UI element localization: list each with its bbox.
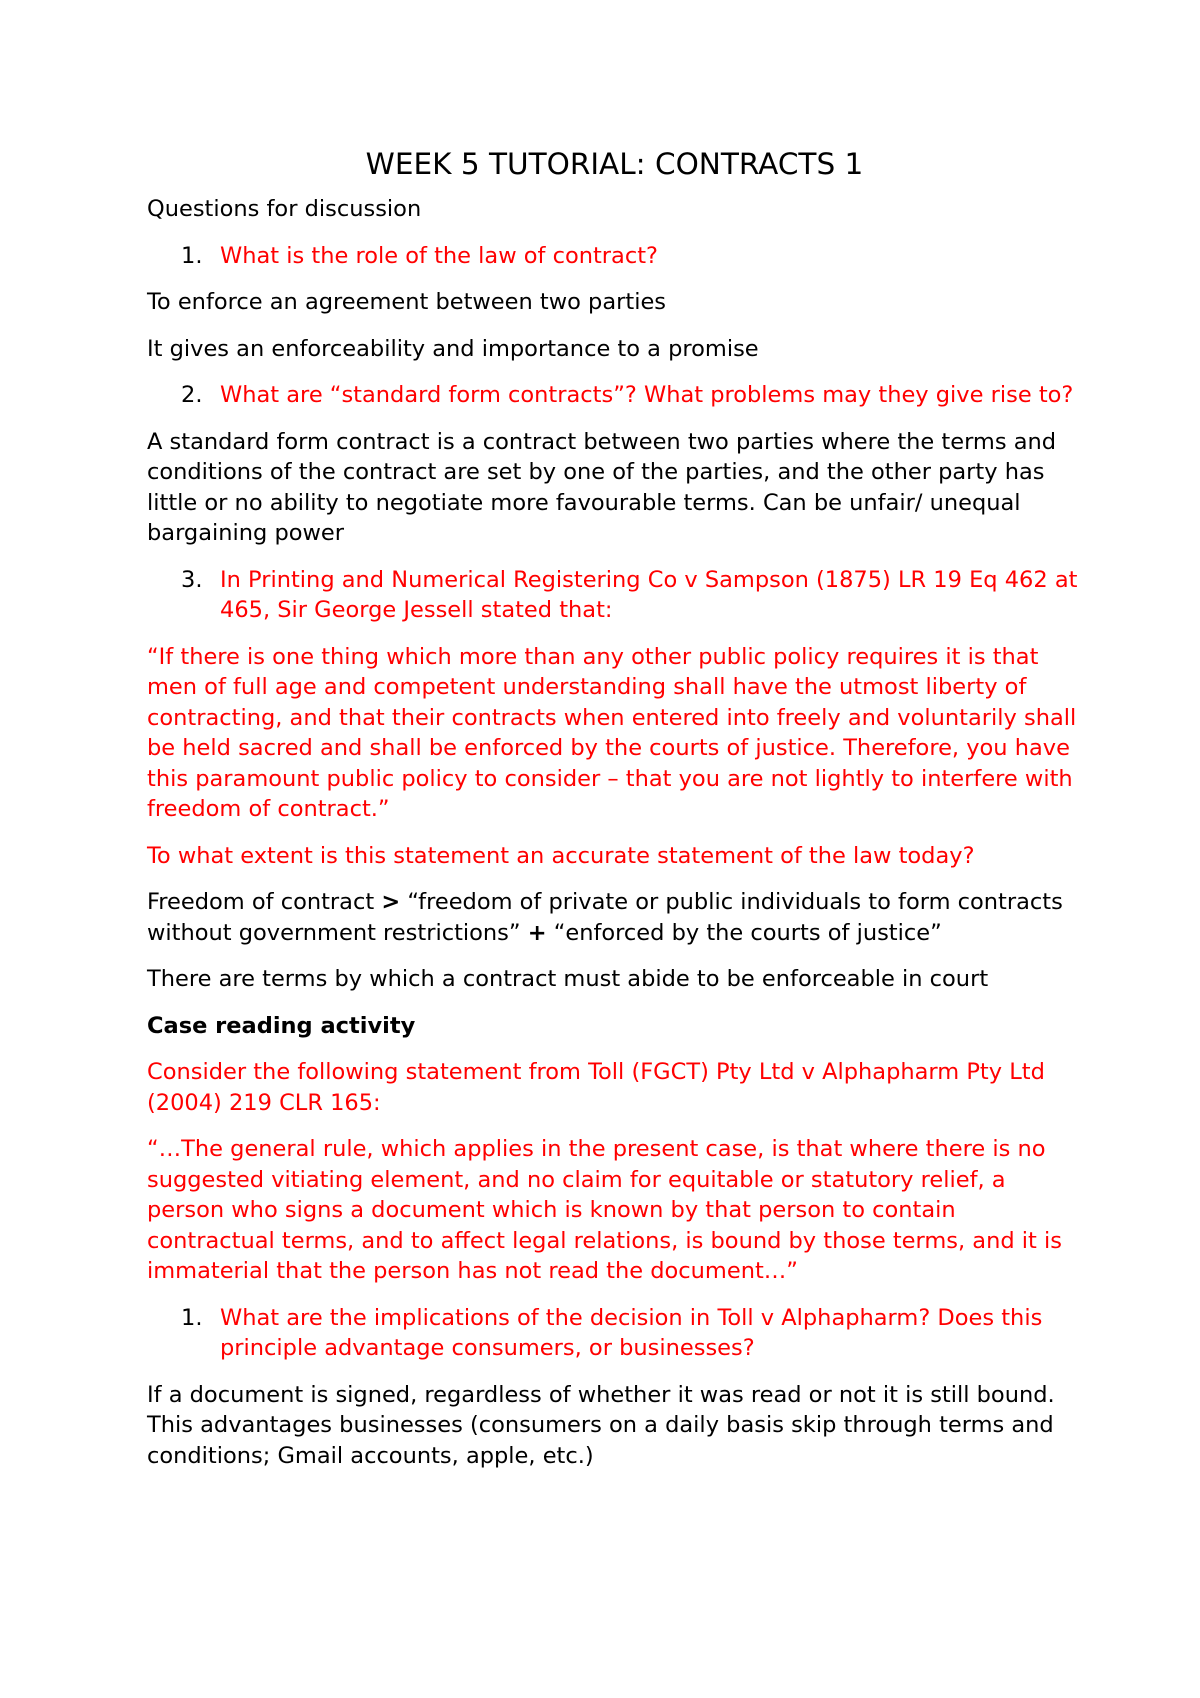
answer-1-line-2: It gives an enforceability and importance to a promise: [147, 335, 759, 362]
question-2: [147, 380, 1082, 411]
question-number: 1.: [181, 242, 203, 269]
document-page: [147, 146, 1082, 1487]
question-3-followup: To what extent is this statement an accurate statement of the law today?: [147, 842, 975, 869]
answer-1-line-1: To enforce an agreement between two parties: [147, 289, 667, 315]
question-text: What are the implications of the decision in Toll v Alphapharm? Does this principle advantage consumers, or businesses?: [220, 1304, 1043, 1361]
answer-2: A standard form contract is a contract between two parties where the terms and conditions of the contract are set by one of the parties, and the other party has little or no ability to negotiate more favourable terms. Can be unfair/ unequal bargaining power: [147, 428, 1057, 546]
case-answer-1: If a document is signed, regardless of whether it was read or not it is still bound. This advantages businesses (consumers on a daily basis skip through terms and conditions; Gmail accounts, apple, etc.): [147, 1381, 1055, 1469]
answer-3-part-1: Freedom of contract: [147, 889, 382, 915]
question-number: 3.: [181, 566, 203, 593]
toll-quote: “…The general rule, which applies in the present case, is that where there is no suggested vitiating element, and no claim for equitable or statutory relief, a person who signs a document which is known by that person to contain contractual terms, and to affect legal relations, is bound by those terms, and it is immaterial that the person has not read the document…”: [147, 1136, 1062, 1284]
question-text: What is the role of the law of contract?: [220, 242, 658, 269]
document-title: WEEK 5 TUTORIAL: CONTRACTS 1: [365, 147, 864, 181]
answer-3-line-2: There are terms by which a contract must abide to be enforceable in court: [147, 966, 989, 992]
question-text: In Printing and Numerical Registering Co v Sampson (1875) LR 19 Eq 462 at 465, Sir George Jessell stated that:: [220, 566, 1078, 623]
question-1: [147, 241, 1082, 272]
greater-than-symbol: >: [381, 889, 401, 915]
answer-3: [147, 887, 1082, 948]
section-heading: Case reading activity: [147, 1012, 416, 1039]
answer-3-part-3: “enforced by the courts of justice”: [546, 919, 942, 946]
question-text: What are “standard form contracts”? What problems may they give rise to?: [220, 382, 1074, 408]
question-number: 2.: [181, 382, 203, 408]
question-number: 1.: [181, 1304, 203, 1331]
case-intro: Consider the following statement from Toll (FGCT) Pty Ltd v Alphapharm Pty Ltd (2004) 219 CLR 165:: [147, 1059, 1045, 1116]
subheading: Questions for discussion: [147, 196, 422, 222]
case-question-1: [147, 1303, 1082, 1364]
plus-symbol: +: [527, 919, 547, 946]
jessel-quote: “If there is one thing which more than any other public policy requires it is that men of full age and competent understanding shall have the utmost liberty of contracting, and that their contracts when entered into freely and voluntarily shall be held sacred and shall be enforced by the courts of justice. Therefore, you have this paramount public policy to consider – that you are not lightly to interfere with freedom of contract.”: [147, 643, 1077, 822]
question-3: [147, 565, 1082, 626]
answer-3-part-2: “freedom of private or public individuals to form contracts without government restrictions”: [147, 889, 1063, 946]
